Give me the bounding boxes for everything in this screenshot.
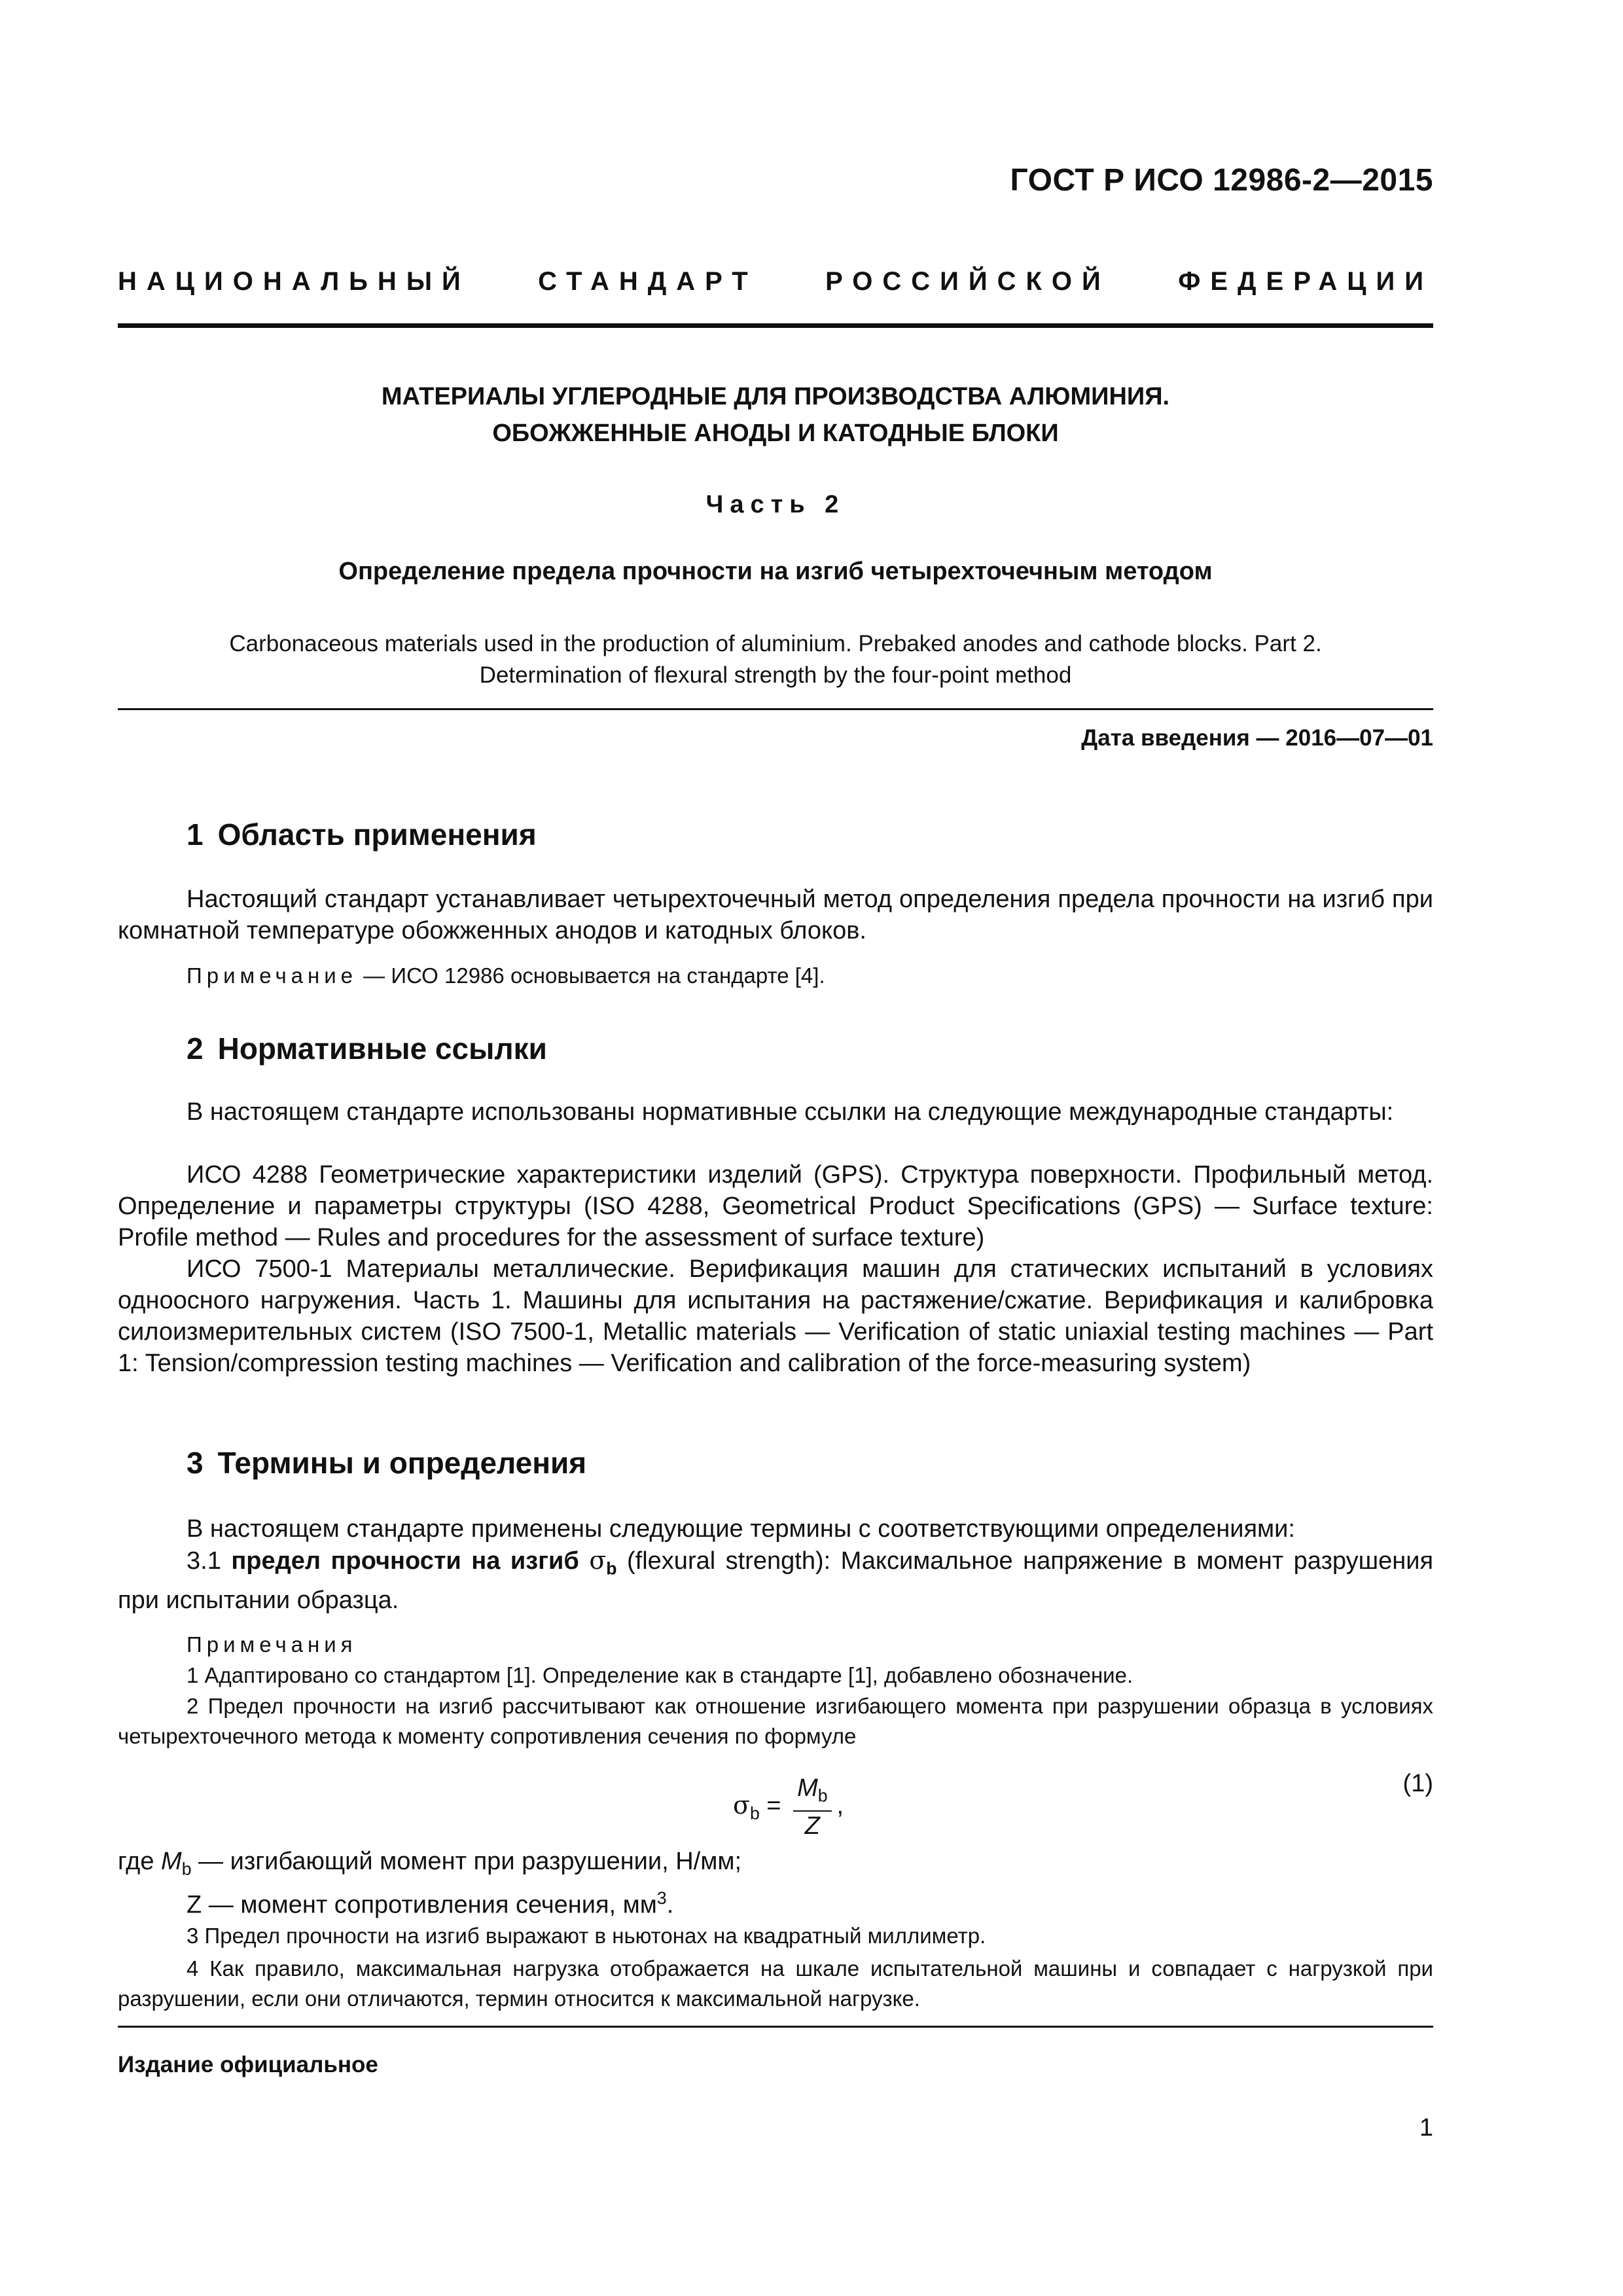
english-title-line-2: Determination of flexural strength by the four-point method (479, 662, 1072, 688)
z-text: Z — момент сопротивления сечения, мм (187, 1891, 657, 1919)
section-number: 2 (187, 1031, 204, 1066)
notes-label (118, 1630, 1433, 1660)
section-title: Нормативные ссылки (217, 1031, 547, 1066)
definition-symbol: σ (589, 1546, 607, 1575)
formula-tail: , (836, 1791, 844, 1820)
section-title: Область применения (217, 817, 537, 852)
page-number: 1 (1419, 2114, 1433, 2142)
section-title: Термины и определения (217, 1446, 587, 1480)
formula-fraction (793, 1774, 831, 1840)
note-4: 4 Как правило, максимальная нагрузка отображается на шкале испытательной машины и совпадает с нагрузкой при разрушении, если они отличаются, термин относится к максимальной нагрузке. (118, 1956, 1433, 2011)
numerator-symbol: M (797, 1774, 818, 1802)
definition-text: (flexural strength): Максимальное напряжение в момент разрушения при испытании образца. (118, 1547, 1434, 1614)
normative-reference-iso-4288: ИСО 4288 Геометрические характеристики изделий (GPS). Структура поверхности. Профильный метод. Определение и параметры структуры (ISO 4288, Geometrical Product Specifications (GPS) — Surface texture: Profile method — Rules and procedures for the assessment of surface texture) (118, 1161, 1433, 1251)
banner-word: НАЦИОНАЛЬНЫЙ (118, 267, 471, 296)
section-2-heading (187, 1031, 547, 1066)
note-1: 1 Адаптировано со стандартом [1]. Определение как в стандарте [1], добавлено обозначение. (187, 1663, 1133, 1687)
official-edition-label: Издание официальное (118, 2052, 378, 2077)
normative-reference-iso-7500-1: ИСО 7500-1 Материалы металлические. Верификация машин для статических испытаний в условиях одноосного нагружения. Часть 1. Машины для испытания на растяжение/сжатие. Верификация и калибровка силоизмерительных систем (ISO 7500-1, Metallic materials — Verification of static uniaxial testing machines — Part 1: Tension/compression testing machines — Verification and calibration of the force-measuring system) (118, 1255, 1433, 1377)
where-prefix: где (118, 1848, 162, 1875)
title-divider (118, 708, 1433, 710)
national-standard-banner (118, 267, 1433, 296)
numerator-subscript: b (817, 1785, 828, 1806)
formula-lhs-subscript: b (749, 1803, 760, 1823)
where-symbol: M (161, 1848, 182, 1875)
definition-symbol-subscript: b (606, 1558, 617, 1579)
section-1-note (118, 961, 1433, 991)
section-number: 3 (187, 1446, 204, 1480)
english-title-line-1: Carbonaceous materials used in the production of aluminium. Prebaked anodes and cathode blocks. Part 2. (229, 631, 1322, 656)
section-3-intro: В настоящем стандарте применены следующие термины с соответствующими определениями: (187, 1515, 1295, 1543)
note-2: 2 Предел прочности на изгиб рассчитывают как отношение изгибающего момента при разрушении образца в условиях четырехточечного метода к моменту сопротивления сечения по формуле (118, 1694, 1433, 1748)
formula-numerator (793, 1774, 831, 1812)
section-3-heading (187, 1445, 586, 1480)
notes-label-text: Примечания (187, 1632, 357, 1657)
section-2-intro: В настоящем стандарте использованы нормативные ссылки на следующие международные стандарты: (187, 1098, 1394, 1126)
banner-word: РОССИЙСКОЙ (825, 267, 1111, 296)
formula-lhs: σ (733, 1790, 750, 1820)
banner-word: ФЕДЕРАЦИИ (1178, 267, 1433, 296)
where-mb (118, 1846, 1433, 1885)
note-3: 3 Предел прочности на изгиб выражают в ньютонах на квадратный миллиметр. (187, 1924, 986, 1948)
z-superscript: 3 (656, 1888, 667, 1908)
where-z (187, 1882, 1433, 1921)
note-label: Примечание (187, 963, 358, 988)
title-line-1: МАТЕРИАЛЫ УГЛЕРОДНЫЕ ДЛЯ ПРОИЗВОДСТВА АЛЮМИНИЯ. (381, 383, 1170, 410)
definition-3-1 (118, 1545, 1433, 1616)
footer-divider (118, 2026, 1433, 2028)
section-1-paragraph: Настоящий стандарт устанавливает четырехточечный метод определения предела прочности на изгиб при комнатной температуре обожженных анодов и катодных блоков. (118, 886, 1433, 944)
standard-code: ГОСТ Р ИСО 12986-2—2015 (1010, 163, 1433, 198)
document-title (118, 378, 1433, 452)
equation-number: (1) (1402, 1770, 1433, 1797)
title-line-2: ОБОЖЖЕННЫЕ АНОДЫ И КАТОДНЫЕ БЛОКИ (492, 420, 1059, 447)
formula-1 (733, 1774, 844, 1840)
section-number: 1 (187, 817, 204, 852)
document-subtitle: Определение предела прочности на изгиб четырехточечным методом (338, 558, 1213, 585)
section-1-heading (187, 817, 537, 852)
banner-word: СТАНДАРТ (538, 267, 758, 296)
where-text: — изгибающий момент при разрушении, Н/мм; (191, 1848, 742, 1875)
introduction-date: Дата введения — 2016—07—01 (1081, 725, 1433, 751)
definition-number: 3.1 (187, 1547, 221, 1575)
note-text: — ИСО 12986 основывается на стандарте [4]. (357, 963, 825, 988)
z-tail: . (666, 1891, 674, 1919)
english-title (118, 628, 1433, 691)
formula-equals: = (759, 1791, 789, 1820)
header-divider (118, 323, 1433, 328)
part-label: Часть 2 (705, 491, 846, 518)
definition-term: предел прочности на изгиб (231, 1547, 579, 1575)
formula-denominator: Z (804, 1812, 820, 1840)
where-subscript: b (181, 1859, 192, 1879)
